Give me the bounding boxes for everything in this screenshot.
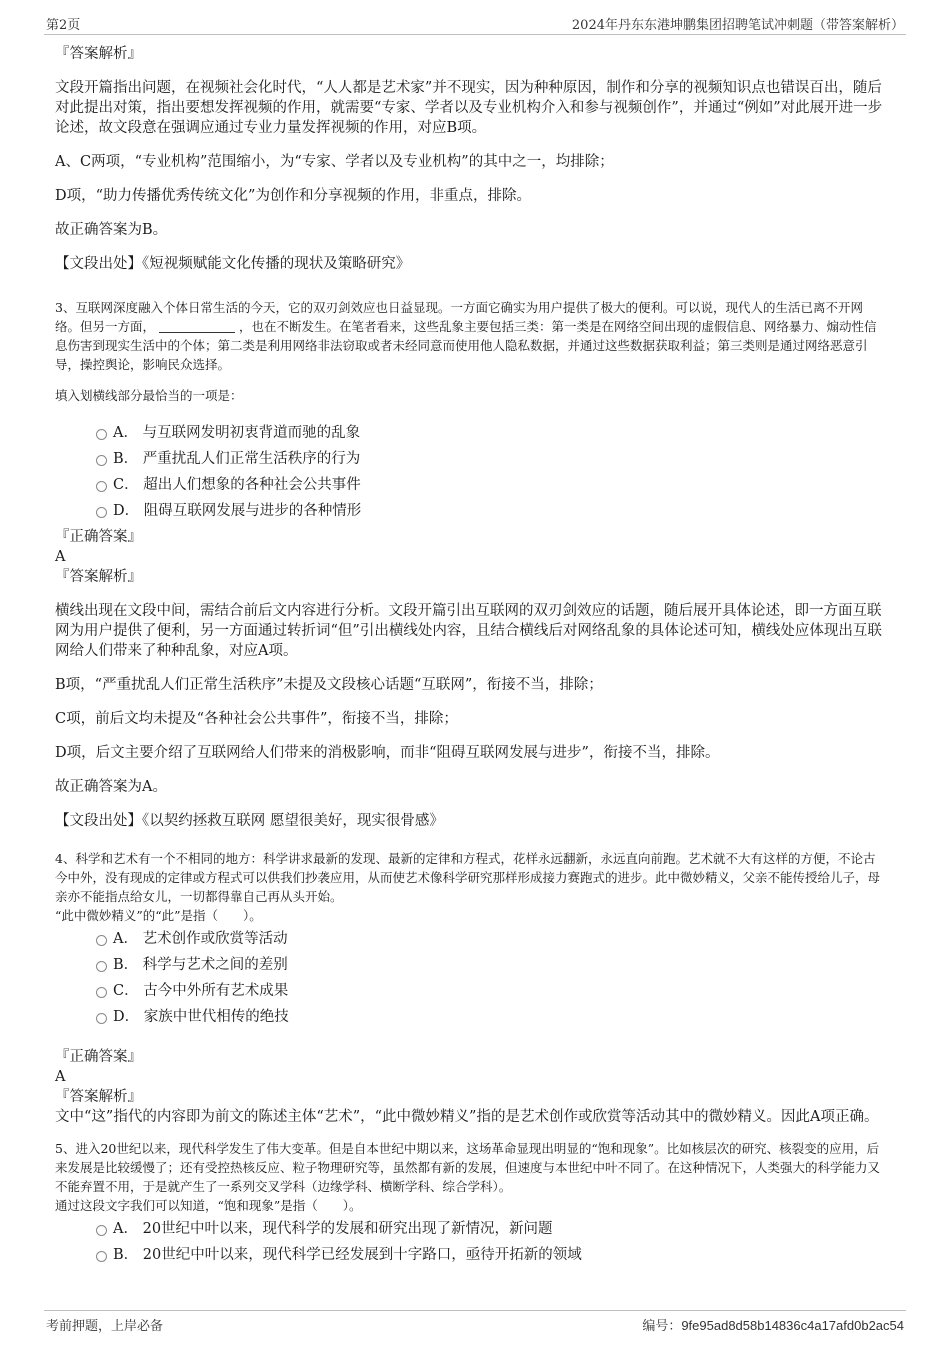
radio-icon[interactable] bbox=[96, 1013, 107, 1024]
q4-text: 4、科学和艺术有一个不相同的地方：科学讲求最新的发现、最新的定律和方程式，花样永远翻新，永远直向前跑。艺术就不大有这样的方便，不论古今中外，没有现成的定律或方程式可以供我们抄袭应用，从而使艺术像科学研究那样形成接力赛跑式的进步。此中微妙精义，父亲不能传授给儿子，母亲亦不能指点给女儿，一切都得靠自己再从头开始。 bbox=[55, 851, 881, 904]
q3-line-d: D项，后文主要介绍了互联网给人们带来的消极影响，而非“阻碍互联网发展与进步”，衔接不当，排除。 bbox=[55, 745, 720, 761]
radio-icon[interactable] bbox=[96, 961, 107, 972]
q3-prompt: 填入划横线部分最恰当的一项是： bbox=[55, 388, 243, 403]
q3-line-c: C项，前后文均未提及“各种社会公共事件”，衔接不当，排除； bbox=[55, 711, 458, 727]
option-c[interactable]: C． 古今中外所有艺术成果 bbox=[55, 981, 885, 1007]
option-b[interactable]: B． 20世纪中叶以来，现代科学已经发展到十字路口，亟待开拓新的领域 bbox=[55, 1245, 885, 1271]
q5-text: 5、进入20世纪以来，现代科学发生了伟大变革。但是自本世纪中期以来，这场革命显现出明显的“饱和现象”。比如核层次的研究、核裂变的应用，后来发展是比较缓慢了；还有受控热核反应、粒子物理研究等，虽然都有新的发展，但速度与本世纪中叶不同了。在这种情况下，人类强大的科学能力又不能弃置不用，于是就产生了一系列交叉学科（边缘学科、横断学科、综合学科）。 bbox=[55, 1141, 881, 1194]
option-b[interactable]: B． 严重扰乱人们正常生活秩序的行为 bbox=[55, 449, 885, 475]
q4-answer-label: 『正确答案』 bbox=[55, 1049, 142, 1065]
radio-icon[interactable] bbox=[96, 987, 107, 998]
q5-options bbox=[55, 1219, 885, 1271]
q3-conclusion: 故正确答案为A。 bbox=[55, 779, 167, 795]
radio-icon[interactable] bbox=[96, 1225, 107, 1236]
page-header bbox=[44, 12, 906, 35]
q3-analysis: 横线出现在文段中间，需结合前后文内容进行分析。文段开篇引出互联网的双刃剑效应的话题，随后展开具体论述，即一方面互联网为用户提供了便利，另一方面通过转折词“但”引出横线处内容，且结合横线后对网络乱象的具体论述可知，横线处应体现出互联网给人们带来了种种乱象，对应A项。 bbox=[55, 603, 882, 659]
q2-source: 【文段出处】《短视频赋能文化传播的现状及策略研究》 bbox=[55, 256, 411, 272]
q4-analysis: 文中“这”指代的内容即为前文的陈述主体“艺术”，“此中微妙精义”指的是艺术创作或欣赏等活动其中的微妙精义。因此A项正确。 bbox=[55, 1109, 879, 1125]
page-number: 第2页 bbox=[46, 18, 81, 33]
q2-line-d: D项，“助力传播优秀传统文化”为创作和分享视频的作用，非重点，排除。 bbox=[55, 188, 531, 204]
document-title: 2024年丹东东港坤鹏集团招聘笔试冲刺题（带答案解析） bbox=[571, 18, 904, 33]
document-body bbox=[55, 44, 885, 1271]
radio-icon[interactable] bbox=[96, 481, 107, 492]
q4-analysis-label: 『答案解析』 bbox=[55, 1089, 142, 1105]
fill-blank bbox=[159, 318, 235, 333]
page-footer bbox=[44, 1310, 906, 1335]
q3-answer-label: 『正确答案』 bbox=[55, 529, 142, 545]
q3-text: 3、互联网深度融入个体日常生活的今天，它的双刃剑效应也日益显现。一方面它确实为用户提供了极大的便利。可以说，现代人的生活已离不开网络。但另一方面， ，也在不断发生。在笔者看来，这些乱象主要包括三类：第一类是在网络空间出现的虚假信息、网络暴力、煽动性信息伤害到现实生活中的个体；第二类是利用网络非法窃取或者未经同意而使用他人隐私数据，并通过这些数据获取利益；第三类则是通过网络恶意引导，操控舆论，影响民众选择。 bbox=[55, 300, 877, 372]
q3-options bbox=[55, 423, 885, 527]
option-d[interactable]: D． 阻碍互联网发展与进步的各种情形 bbox=[55, 501, 885, 527]
document-code: 编号：9fe95ad8d58b14836c4a17afd0b2ac54 bbox=[642, 1318, 904, 1333]
option-c[interactable]: C． 超出人们想象的各种社会公共事件 bbox=[55, 475, 885, 501]
radio-icon[interactable] bbox=[96, 507, 107, 518]
radio-icon[interactable] bbox=[96, 429, 107, 440]
q4-question: “此中微妙精义”的“此”是指（ ）。 bbox=[55, 908, 262, 923]
footer-slogan: 考前押题，上岸必备 bbox=[46, 1319, 164, 1334]
option-a[interactable]: A． 艺术创作或欣赏等活动 bbox=[55, 929, 885, 955]
radio-icon[interactable] bbox=[96, 1251, 107, 1262]
q3-line-b: B项，“严重扰乱人们正常生活秩序”未提及文段核心话题“互联网”，衔接不当，排除； bbox=[55, 677, 603, 693]
radio-icon[interactable] bbox=[96, 455, 107, 466]
option-a[interactable]: A． 与互联网发明初衷背道而驰的乱象 bbox=[55, 423, 885, 449]
q3-answer: A bbox=[55, 549, 66, 565]
q5-question: 通过这段文字我们可以知道，“饱和现象”是指（ ）。 bbox=[55, 1198, 362, 1213]
q4-answer: A bbox=[55, 1069, 66, 1085]
q3-analysis-label: 『答案解析』 bbox=[55, 569, 142, 585]
option-d[interactable]: D． 家族中世代相传的绝技 bbox=[55, 1007, 885, 1033]
q2-analysis: 文段开篇指出问题，在视频社会化时代，“人人都是艺术家”并不现实，因为种种原因，制作和分享的视频知识点也错误百出，随后对此提出对策，指出要想发挥视频的作用，就需要“专家、学者以及专业机构介入和参与视频创作”，并通过“例如”对此展开进一步论述，故文段意在强调应通过专业力量发挥视频的作用，对应B项。 bbox=[55, 80, 883, 136]
q2-analysis-label: 『答案解析』 bbox=[55, 46, 142, 62]
q4-options bbox=[55, 929, 885, 1033]
q2-conclusion: 故正确答案为B。 bbox=[55, 222, 168, 238]
q2-line-ac: A、C两项，“专业机构”范围缩小，为“专家、学者以及专业机构”的其中之一，均排除； bbox=[55, 154, 614, 170]
q3-source: 【文段出处】《以契约拯救互联网 愿望很美好，现实很骨感》 bbox=[55, 813, 444, 829]
option-b[interactable]: B． 科学与艺术之间的差别 bbox=[55, 955, 885, 981]
option-a[interactable]: A． 20世纪中叶以来，现代科学的发展和研究出现了新情况，新问题 bbox=[55, 1219, 885, 1245]
radio-icon[interactable] bbox=[96, 935, 107, 946]
